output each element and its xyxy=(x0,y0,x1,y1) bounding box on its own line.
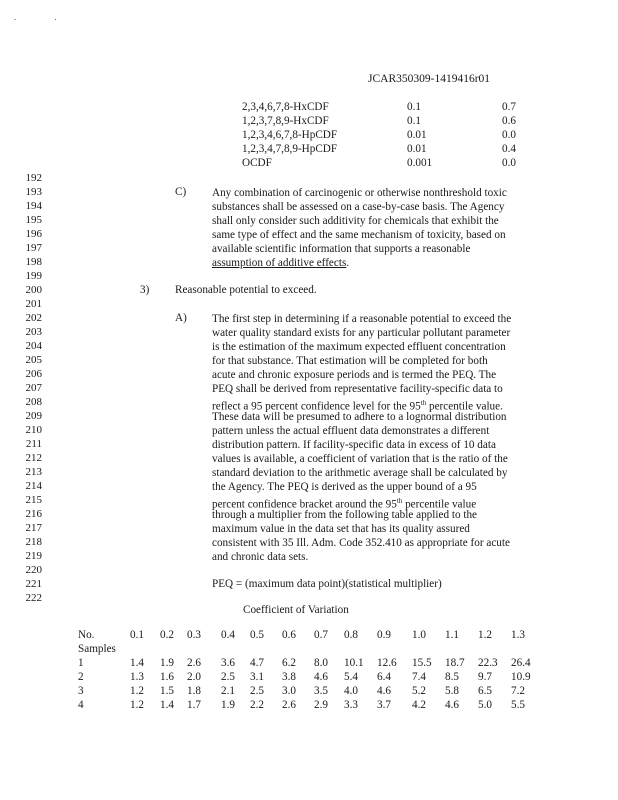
cv-header-cell: 0.6 xyxy=(282,629,296,641)
cv-cell: 5.2 xyxy=(412,685,426,697)
line-number: 197 xyxy=(25,242,42,254)
para-a-line: These data will be presumed to adhere to a lognormal distribution xyxy=(212,411,507,423)
cv-header-cell: 0.4 xyxy=(221,629,235,641)
para-a-label: A) xyxy=(175,312,187,324)
cv-cell: 4.6 xyxy=(377,685,391,697)
para-a-line: pattern unless the actual effluent data demonstrates a different xyxy=(212,425,490,437)
cv-header-cell: 0.8 xyxy=(344,629,358,641)
line-number: 200 xyxy=(25,284,42,296)
text-run: percent confidence bracket around the 95 xyxy=(212,498,397,511)
cv-cell: 4.2 xyxy=(412,699,426,711)
para-a-line: PEQ shall be derived from representative facility-specific data to xyxy=(212,383,503,395)
para-c-line: available scientific information that supports a reasonable xyxy=(212,243,471,255)
cv-header-cell: 0.9 xyxy=(377,629,391,641)
line-number: 214 xyxy=(25,480,42,492)
cv-header-cell: 1.1 xyxy=(445,629,459,641)
line-number: 195 xyxy=(25,214,42,226)
cv-cell: 3.5 xyxy=(314,685,328,697)
para-a-line xyxy=(212,494,511,511)
para-a-line: through a multiplier from the following table applied to the xyxy=(212,509,478,521)
cv-cell: 2.6 xyxy=(282,699,296,711)
line-number: 221 xyxy=(25,578,42,590)
cv-cell: 15.5 xyxy=(412,657,432,669)
line-number: 215 xyxy=(25,494,42,506)
cv-cell: 2.5 xyxy=(221,671,235,683)
congener-row xyxy=(242,115,542,129)
para-a-line: standard deviation to the arithmetic average shall be calculated by xyxy=(212,467,508,479)
cv-cell: 4.6 xyxy=(314,671,328,683)
cv-cell: 1.7 xyxy=(187,699,201,711)
cv-cell: 1.2 xyxy=(130,699,144,711)
congener-row xyxy=(242,129,542,143)
congener-value-1: 0.01 xyxy=(407,143,427,155)
para-a-line xyxy=(212,396,511,413)
line-number: 210 xyxy=(25,424,42,436)
underlined-phrase: assumption of additive effects xyxy=(212,257,347,269)
congener-value-1: 0.1 xyxy=(407,115,421,127)
cv-row-n: 1 xyxy=(78,657,84,669)
cv-table-title: Coefficient of Variation xyxy=(243,604,349,616)
line-number: 219 xyxy=(25,550,42,562)
para-a-body xyxy=(212,312,511,564)
cv-header-cell: 0.2 xyxy=(160,629,174,641)
para-c-line: substances shall be assessed on a case-by-case basis. The Agency xyxy=(212,201,505,213)
cv-cell: 1.8 xyxy=(187,685,201,697)
cv-cell: 18.7 xyxy=(445,657,465,669)
cv-cell: 7.2 xyxy=(511,685,525,697)
cv-cell: 1.4 xyxy=(130,657,144,669)
cv-cell: 4.6 xyxy=(445,699,459,711)
cv-cell: 2.2 xyxy=(250,699,264,711)
cv-cell: 3.7 xyxy=(377,699,391,711)
superscript: th xyxy=(420,399,427,407)
cv-header-cell: 1.2 xyxy=(478,629,492,641)
congener-row xyxy=(242,101,542,115)
congener-value-1: 0.1 xyxy=(407,101,421,113)
para-c-last-line xyxy=(212,256,507,270)
cv-row-n: 2 xyxy=(78,671,84,683)
cv-cell: 3.0 xyxy=(282,685,296,697)
line-number: 216 xyxy=(25,508,42,520)
cv-header-cell: 1.0 xyxy=(412,629,426,641)
cv-cell: 4.0 xyxy=(344,685,358,697)
line-number: 205 xyxy=(25,354,42,366)
cv-cell: 1.4 xyxy=(160,699,174,711)
cv-header-cell: 0.1 xyxy=(130,629,144,641)
line-number: 207 xyxy=(25,382,42,394)
cv-header-cell: 1.3 xyxy=(511,629,525,641)
cv-cell: 3.1 xyxy=(250,671,264,683)
line-number: 202 xyxy=(25,312,42,324)
section-3-heading: Reasonable potential to exceed. xyxy=(175,284,317,296)
cv-cell: 5.5 xyxy=(511,699,525,711)
cv-cell: 1.5 xyxy=(160,685,174,697)
line-number: 209 xyxy=(25,410,42,422)
para-c-line: shall only consider such additivity for chemicals that exhibit the xyxy=(212,215,499,227)
para-a-line: values is available, a coefficient of variation that is the ratio of the xyxy=(212,453,508,465)
congener-name: 1,2,3,4,6,7,8-HpCDF xyxy=(242,129,338,141)
cv-cell: 12.6 xyxy=(377,657,397,669)
cv-cell: 26.4 xyxy=(511,657,531,669)
para-a-line: acute and chronic exposure periods and is termed the PEQ. The xyxy=(212,369,497,381)
text-run: reflect a 95 percent confidence level for the 95 xyxy=(212,400,421,413)
cv-cell: 1.2 xyxy=(130,685,144,697)
line-number: 194 xyxy=(25,200,42,212)
line-number: 218 xyxy=(25,536,42,548)
congener-value-2: 0.0 xyxy=(502,157,516,169)
congener-name: 2,3,4,6,7,8-HxCDF xyxy=(242,101,329,113)
superscript: th xyxy=(396,497,403,505)
para-a-line: and chronic data sets. xyxy=(212,551,309,563)
cv-cell: 2.5 xyxy=(250,685,264,697)
line-number: 212 xyxy=(25,452,42,464)
para-a-line: for that substance. That estimation will be completed for both xyxy=(212,355,488,367)
cv-cell: 8.5 xyxy=(445,671,459,683)
cv-cell: 5.8 xyxy=(445,685,459,697)
para-a-line: consistent with 35 Ill. Adm. Code 352.410 as appropriate for acute xyxy=(212,537,510,549)
congener-row xyxy=(242,157,542,171)
para-a-line: the Agency. The PEQ is derived as the upper bound of a 95 xyxy=(212,481,477,493)
scan-artifact-marks: . . xyxy=(14,12,75,22)
cv-corner-label: No. xyxy=(78,629,95,641)
para-a-line: water quality standard exists for any particular pollutant parameter xyxy=(212,327,511,339)
congener-value-2: 0.4 xyxy=(502,143,516,155)
cv-cell: 1.9 xyxy=(221,699,235,711)
cv-header-cell: 0.3 xyxy=(187,629,201,641)
section-3-label: 3) xyxy=(140,284,150,296)
line-number: 206 xyxy=(25,368,42,380)
line-number: 211 xyxy=(25,438,42,450)
para-a-line: distribution pattern. If facility-specific data in excess of 10 data xyxy=(212,439,496,451)
cv-cell: 2.9 xyxy=(314,699,328,711)
para-c-line: same type of effect and the same mechanism of toxicity, based on xyxy=(212,229,506,241)
line-number: 193 xyxy=(25,186,42,198)
congener-value-2: 0.7 xyxy=(502,101,516,113)
congener-name: 1,2,3,4,7,8,9-HpCDF xyxy=(242,143,338,155)
congener-name: OCDF xyxy=(242,157,272,169)
cv-cell: 2.6 xyxy=(187,657,201,669)
line-number: 196 xyxy=(25,228,42,240)
cv-cell: 7.4 xyxy=(412,671,426,683)
line-number: 220 xyxy=(25,564,42,576)
line-number: 192 xyxy=(25,172,42,184)
congener-value-2: 0.6 xyxy=(502,115,516,127)
peq-formula: PEQ = (maximum data point)(statistical multiplier) xyxy=(212,578,442,590)
line-number: 204 xyxy=(25,340,42,352)
para-c-label: C) xyxy=(175,186,187,198)
line-number: 222 xyxy=(25,592,42,604)
cv-cell: 10.9 xyxy=(511,671,531,683)
cv-cell: 5.4 xyxy=(344,671,358,683)
line-number: 203 xyxy=(25,326,42,338)
congener-value-2: 0.0 xyxy=(502,129,516,141)
line-number: 198 xyxy=(25,256,42,268)
para-a-line: maximum value in the data set that has its quality assured xyxy=(212,523,470,535)
cv-cell: 3.3 xyxy=(344,699,358,711)
cv-cell: 10.1 xyxy=(344,657,364,669)
cv-cell: 8.0 xyxy=(314,657,328,669)
cv-cell: 5.0 xyxy=(478,699,492,711)
text-run: percentile value. xyxy=(426,400,503,413)
para-c-line: Any combination of carcinogenic or otherwise nonthreshold toxic xyxy=(212,187,507,199)
para-a-line: is the estimation of the maximum expected effluent concentration xyxy=(212,341,506,353)
line-number: 217 xyxy=(25,522,42,534)
cv-cell: 9.7 xyxy=(478,671,492,683)
cv-header-cell: 0.7 xyxy=(314,629,328,641)
cv-cell: 2.1 xyxy=(221,685,235,697)
para-a-line: The first step in determining if a reasonable potential to exceed the xyxy=(212,313,512,325)
cv-corner-label: Samples xyxy=(78,643,116,655)
cv-cell: 1.6 xyxy=(160,671,174,683)
document-id-header: JCAR350309-1419416r01 xyxy=(368,73,491,85)
line-number: 213 xyxy=(25,466,42,478)
cv-cell: 4.7 xyxy=(250,657,264,669)
period: . xyxy=(346,257,350,269)
line-number: 208 xyxy=(25,396,42,408)
congener-value-1: 0.01 xyxy=(407,129,427,141)
cv-cell: 1.9 xyxy=(160,657,174,669)
cv-row-n: 4 xyxy=(78,699,84,711)
cv-cell: 3.8 xyxy=(282,671,296,683)
cv-cell: 1.3 xyxy=(130,671,144,683)
congener-name: 1,2,3,7,8,9-HxCDF xyxy=(242,115,329,127)
cv-header-cell: 0.5 xyxy=(250,629,264,641)
cv-cell: 22.3 xyxy=(478,657,498,669)
cv-cell: 6.5 xyxy=(478,685,492,697)
line-number: 199 xyxy=(25,270,42,282)
cv-cell: 3.6 xyxy=(221,657,235,669)
cv-cell: 2.0 xyxy=(187,671,201,683)
para-c-body xyxy=(212,186,507,270)
text-run: percentile value xyxy=(402,498,477,511)
congener-row xyxy=(242,143,542,157)
line-number: 201 xyxy=(25,298,42,310)
congener-value-1: 0.001 xyxy=(407,157,433,169)
cv-cell: 6.2 xyxy=(282,657,296,669)
cv-cell: 6.4 xyxy=(377,671,391,683)
cv-row-n: 3 xyxy=(78,685,84,697)
